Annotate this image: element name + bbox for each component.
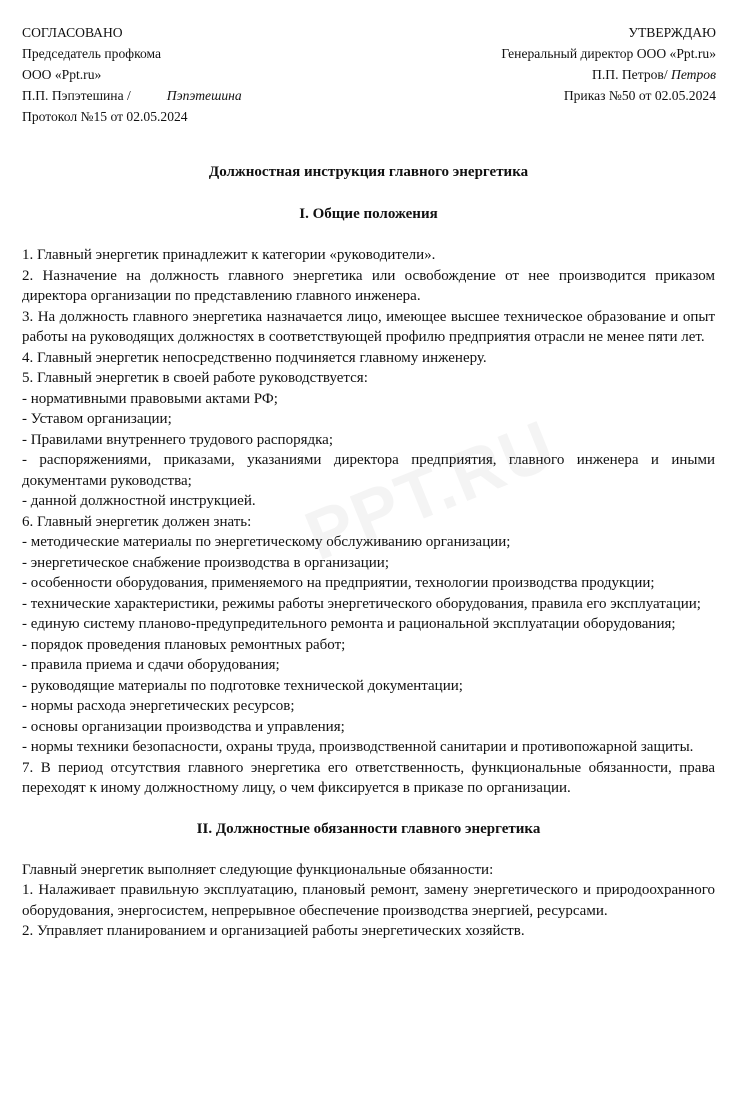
list-item: - нормы техники безопасности, охраны труда, производственной санитарии и противопожарной защиты. bbox=[22, 739, 694, 755]
list-item: - основы организации производства и управления; bbox=[22, 718, 345, 735]
approved-block bbox=[501, 22, 716, 127]
approved-position: Генеральный директор ООО «Ppt.ru» bbox=[501, 46, 716, 61]
agreed-signer-line bbox=[22, 85, 242, 106]
agreed-label: СОГЛАСОВАНО bbox=[22, 25, 123, 40]
agreed-signature: Пэпэтешина bbox=[166, 88, 242, 103]
document-body bbox=[22, 162, 715, 942]
list-item: - энергетическое снабжение производства в организации; bbox=[22, 554, 389, 571]
section-2-list bbox=[22, 860, 715, 942]
list-item: Главный энергетик выполняет следующие функциональные обязанности: bbox=[22, 861, 494, 878]
list-item: - особенности оборудования, применяемого на предприятии, технологии производства продукции; bbox=[22, 575, 655, 591]
list-item: 1. Главный энергетик принадлежит к категории «руководители». bbox=[22, 247, 436, 263]
document-title: Должностная инструкция главного энергетика bbox=[208, 164, 529, 180]
approved-label: УТВЕРЖДАЮ bbox=[628, 25, 716, 40]
approval-header bbox=[22, 22, 716, 127]
list-item: - Правилами внутреннего трудового распорядка; bbox=[22, 431, 334, 448]
list-item: - единую систему планово-предупредительного ремонта и рациональной эксплуатации оборудования; bbox=[22, 616, 676, 632]
list-item: - данной должностной инструкцией. bbox=[22, 493, 256, 509]
list-item: 5. Главный энергетик в своей работе руководствуется: bbox=[22, 370, 368, 386]
section-1-heading: I. Общие положения bbox=[299, 206, 438, 222]
list-item: 4. Главный энергетик непосредственно подчиняется главному инженеру. bbox=[22, 349, 487, 366]
list-item: - технические характеристики, режимы работы энергетического оборудования, правила его эксплуатации; bbox=[22, 595, 701, 612]
agreed-signer: П.П. Пэпэтешина / bbox=[22, 88, 131, 103]
list-item: - руководящие материалы по подготовке технической документации; bbox=[22, 677, 463, 694]
agreed-protocol: Протокол №15 от 02.05.2024 bbox=[22, 109, 188, 124]
list-item: - Уставом организации; bbox=[22, 411, 172, 427]
agreed-block bbox=[22, 22, 242, 127]
list-item: 3. На должность главного энергетика назначается лицо, имеющее высшее техническое образование и опыт работы на руководящих должностях в соответствующей профилю предприятия отрасли не менее пяти лет. bbox=[22, 308, 715, 345]
list-item: - правила приема и сдачи оборудования; bbox=[22, 657, 280, 673]
approved-signer-line bbox=[592, 64, 716, 85]
list-item: - нормы расхода энергетических ресурсов; bbox=[22, 698, 295, 714]
list-item: 6. Главный энергетик должен знать: bbox=[22, 513, 252, 530]
list-item: - порядок проведения плановых ремонтных работ; bbox=[22, 636, 346, 653]
list-item: 7. В период отсутствия главного энергетика его ответственность, функциональные обязанности, права переходят к иному должностному лицу, о чем фиксируется в приказе по организации. bbox=[22, 759, 715, 796]
approved-order: Приказ №50 от 02.05.2024 bbox=[563, 88, 716, 103]
section-2-heading: II. Должностные обязанности главного энергетика bbox=[196, 820, 541, 837]
list-item: 1. Налаживает правильную эксплуатацию, плановый ремонт, замену энергетического и природоохранного оборудования, энергосистем, непрерывное обеспечение производства энергией, ресурсами. bbox=[22, 882, 715, 919]
list-item: - распоряжениями, приказами, указаниями директора предприятия, главного инженера и иными документами руководства; bbox=[22, 452, 715, 489]
section-1-list bbox=[22, 245, 715, 799]
list-item: - методические материалы по энергетическому обслуживанию организации; bbox=[22, 534, 511, 550]
list-item: - нормативными правовыми актами РФ; bbox=[22, 390, 278, 407]
agreed-position: Председатель профкома bbox=[22, 46, 162, 61]
list-item: 2. Назначение на должность главного энергетика или освобождение от нее производится приказом директора организации по представлению главного инженера. bbox=[22, 267, 715, 304]
approved-signer: П.П. Петров/ bbox=[592, 67, 668, 82]
agreed-org: ООО «Ppt.ru» bbox=[22, 67, 102, 82]
list-item: 2. Управляет планированием и организацией работы энергетических хозяйств. bbox=[22, 923, 525, 939]
approved-signature: Петров bbox=[671, 67, 716, 82]
